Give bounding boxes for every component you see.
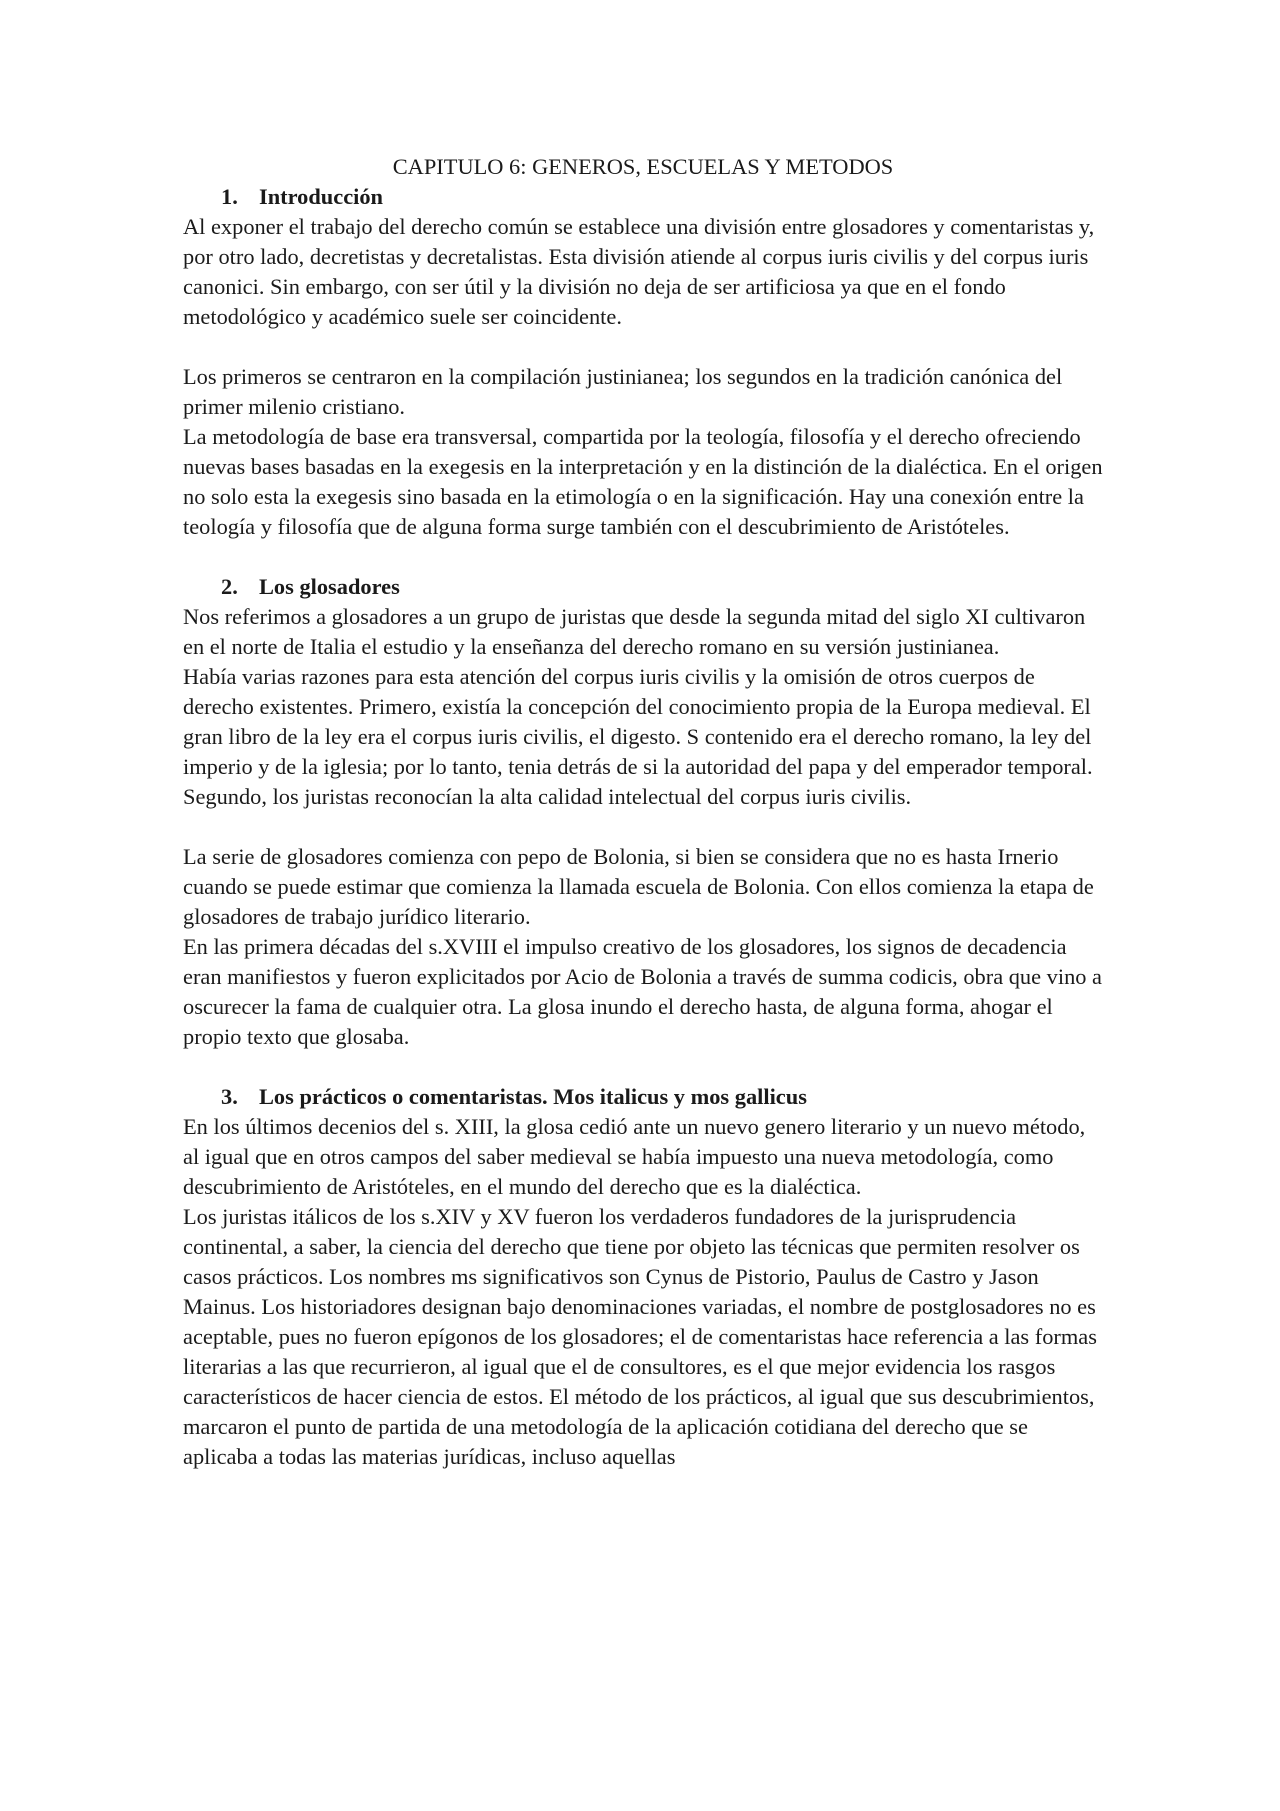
- paragraph: Los juristas itálicos de los s.XIV y XV fueron los verdaderos fundadores de la jurisprudencia continental, a saber, la ciencia del derecho que tiene por objeto las técnicas que permiten resolver os casos prácticos. Los nombres ms significativos son Cynus de Pistorio, Paulus de Castro y Jason Mainus. Los historiadores designan bajo denominaciones variadas, el nombre de postglosadores no es aceptable, pues no fueron epígonos de los glosadores; el de comentaristas hace referencia a las formas literarias a las que recurrieron, al igual que el de consultores, es el que mejor evidencia los rasgos característicos de hacer ciencia de estos. El método de los prácticos, al igual que sus descubrimientos, marcaron el punto de partida de una metodología de la aplicación cotidiana del derecho que se aplicaba a todas las materias jurídicas, incluso aquellas: [183, 1204, 1097, 1469]
- paragraph: En los últimos decenios del s. XIII, la glosa cedió ante un nuevo genero literario y un nuevo método, al igual que en otros campos del saber medieval se había impuesto una nueva metodología, como descubrimiento de Aristóteles, en el mundo del derecho que es la dialéctica.: [183, 1114, 1086, 1199]
- section-heading-text: Los glosadores: [259, 574, 400, 599]
- paragraph-gap: [183, 812, 1103, 842]
- paragraph: Había varias razones para esta atención del corpus iuris civilis y la omisión de otros cuerpos de derecho existentes. Primero, existía la concepción del conocimiento propia de la Europa medieval. El gran libro de la ley era el corpus iuris civilis, el digesto. S contenido era el derecho romano, la ley del imperio y de la iglesia; por lo tanto, tenia detrás de si la autoridad del papa y del emperador temporal.: [183, 664, 1093, 779]
- paragraph: La serie de glosadores comienza con pepo de Bolonia, si bien se considera que no es hasta Irnerio cuando se puede estimar que comienza la llamada escuela de Bolonia. Con ellos comienza la etapa de glosadores de trabajo jurídico literario.: [183, 844, 1094, 929]
- paragraph: Los primeros se centraron en la compilación justinianea; los segundos en la tradición canónica del primer milenio cristiano.: [183, 364, 1063, 419]
- paragraph-gap: [183, 542, 1103, 572]
- section-heading-text: Introducción: [259, 184, 384, 209]
- paragraph: La metodología de base era transversal, compartida por la teología, filosofía y el derecho ofreciendo nuevas bases basadas en la exegesis en la interpretación y en la distinción de la dialéctica. En el origen no solo esta la exegesis sino basada en la etimología o en la significación. Hay una conexión entre la teología y filosofía que de alguna forma surge también con el descubrimiento de Aristóteles.: [183, 424, 1103, 539]
- section-number: 1.: [221, 184, 238, 209]
- section-heading-practicos: [183, 1082, 1103, 1112]
- paragraph: Al exponer el trabajo del derecho común se establece una división entre glosadores y comentaristas y, por otro lado, decretistas y decretalistas. Esta división atiende al corpus iuris civilis y del corpus iuris canonici. Sin embargo, con ser útil y la división no deja de ser artificiosa ya que en el fondo metodológico y académico suele ser coincidente.: [183, 214, 1095, 329]
- section-number: 3.: [221, 1084, 238, 1109]
- section-heading-text: Los prácticos o comentaristas. Mos italicus y mos gallicus: [259, 1084, 807, 1109]
- document-title: CAPITULO 6: GENEROS, ESCUELAS Y METODOS: [392, 154, 894, 179]
- paragraph: Segundo, los juristas reconocían la alta calidad intelectual del corpus iuris civilis.: [183, 784, 912, 809]
- section-heading-glosadores: [183, 572, 1103, 602]
- paragraph-gap: [183, 1052, 1103, 1082]
- paragraph: En las primera décadas del s.XVIII el impulso creativo de los glosadores, los signos de decadencia eran manifiestos y fueron explicitados por Acio de Bolonia a través de summa codicis, obra que vino a oscurecer la fama de cualquier otra. La glosa inundo el derecho hasta, de alguna forma, ahogar el propio texto que glosaba.: [183, 934, 1102, 1049]
- document-page: [183, 152, 1103, 1472]
- paragraph: Nos referimos a glosadores a un grupo de juristas que desde la segunda mitad del siglo XI cultivaron en el norte de Italia el estudio y la enseñanza del derecho romano en su versión justinianea.: [183, 604, 1086, 659]
- paragraph-gap: [183, 332, 1103, 362]
- section-heading-introduccion: [183, 182, 1103, 212]
- section-number: 2.: [221, 574, 238, 599]
